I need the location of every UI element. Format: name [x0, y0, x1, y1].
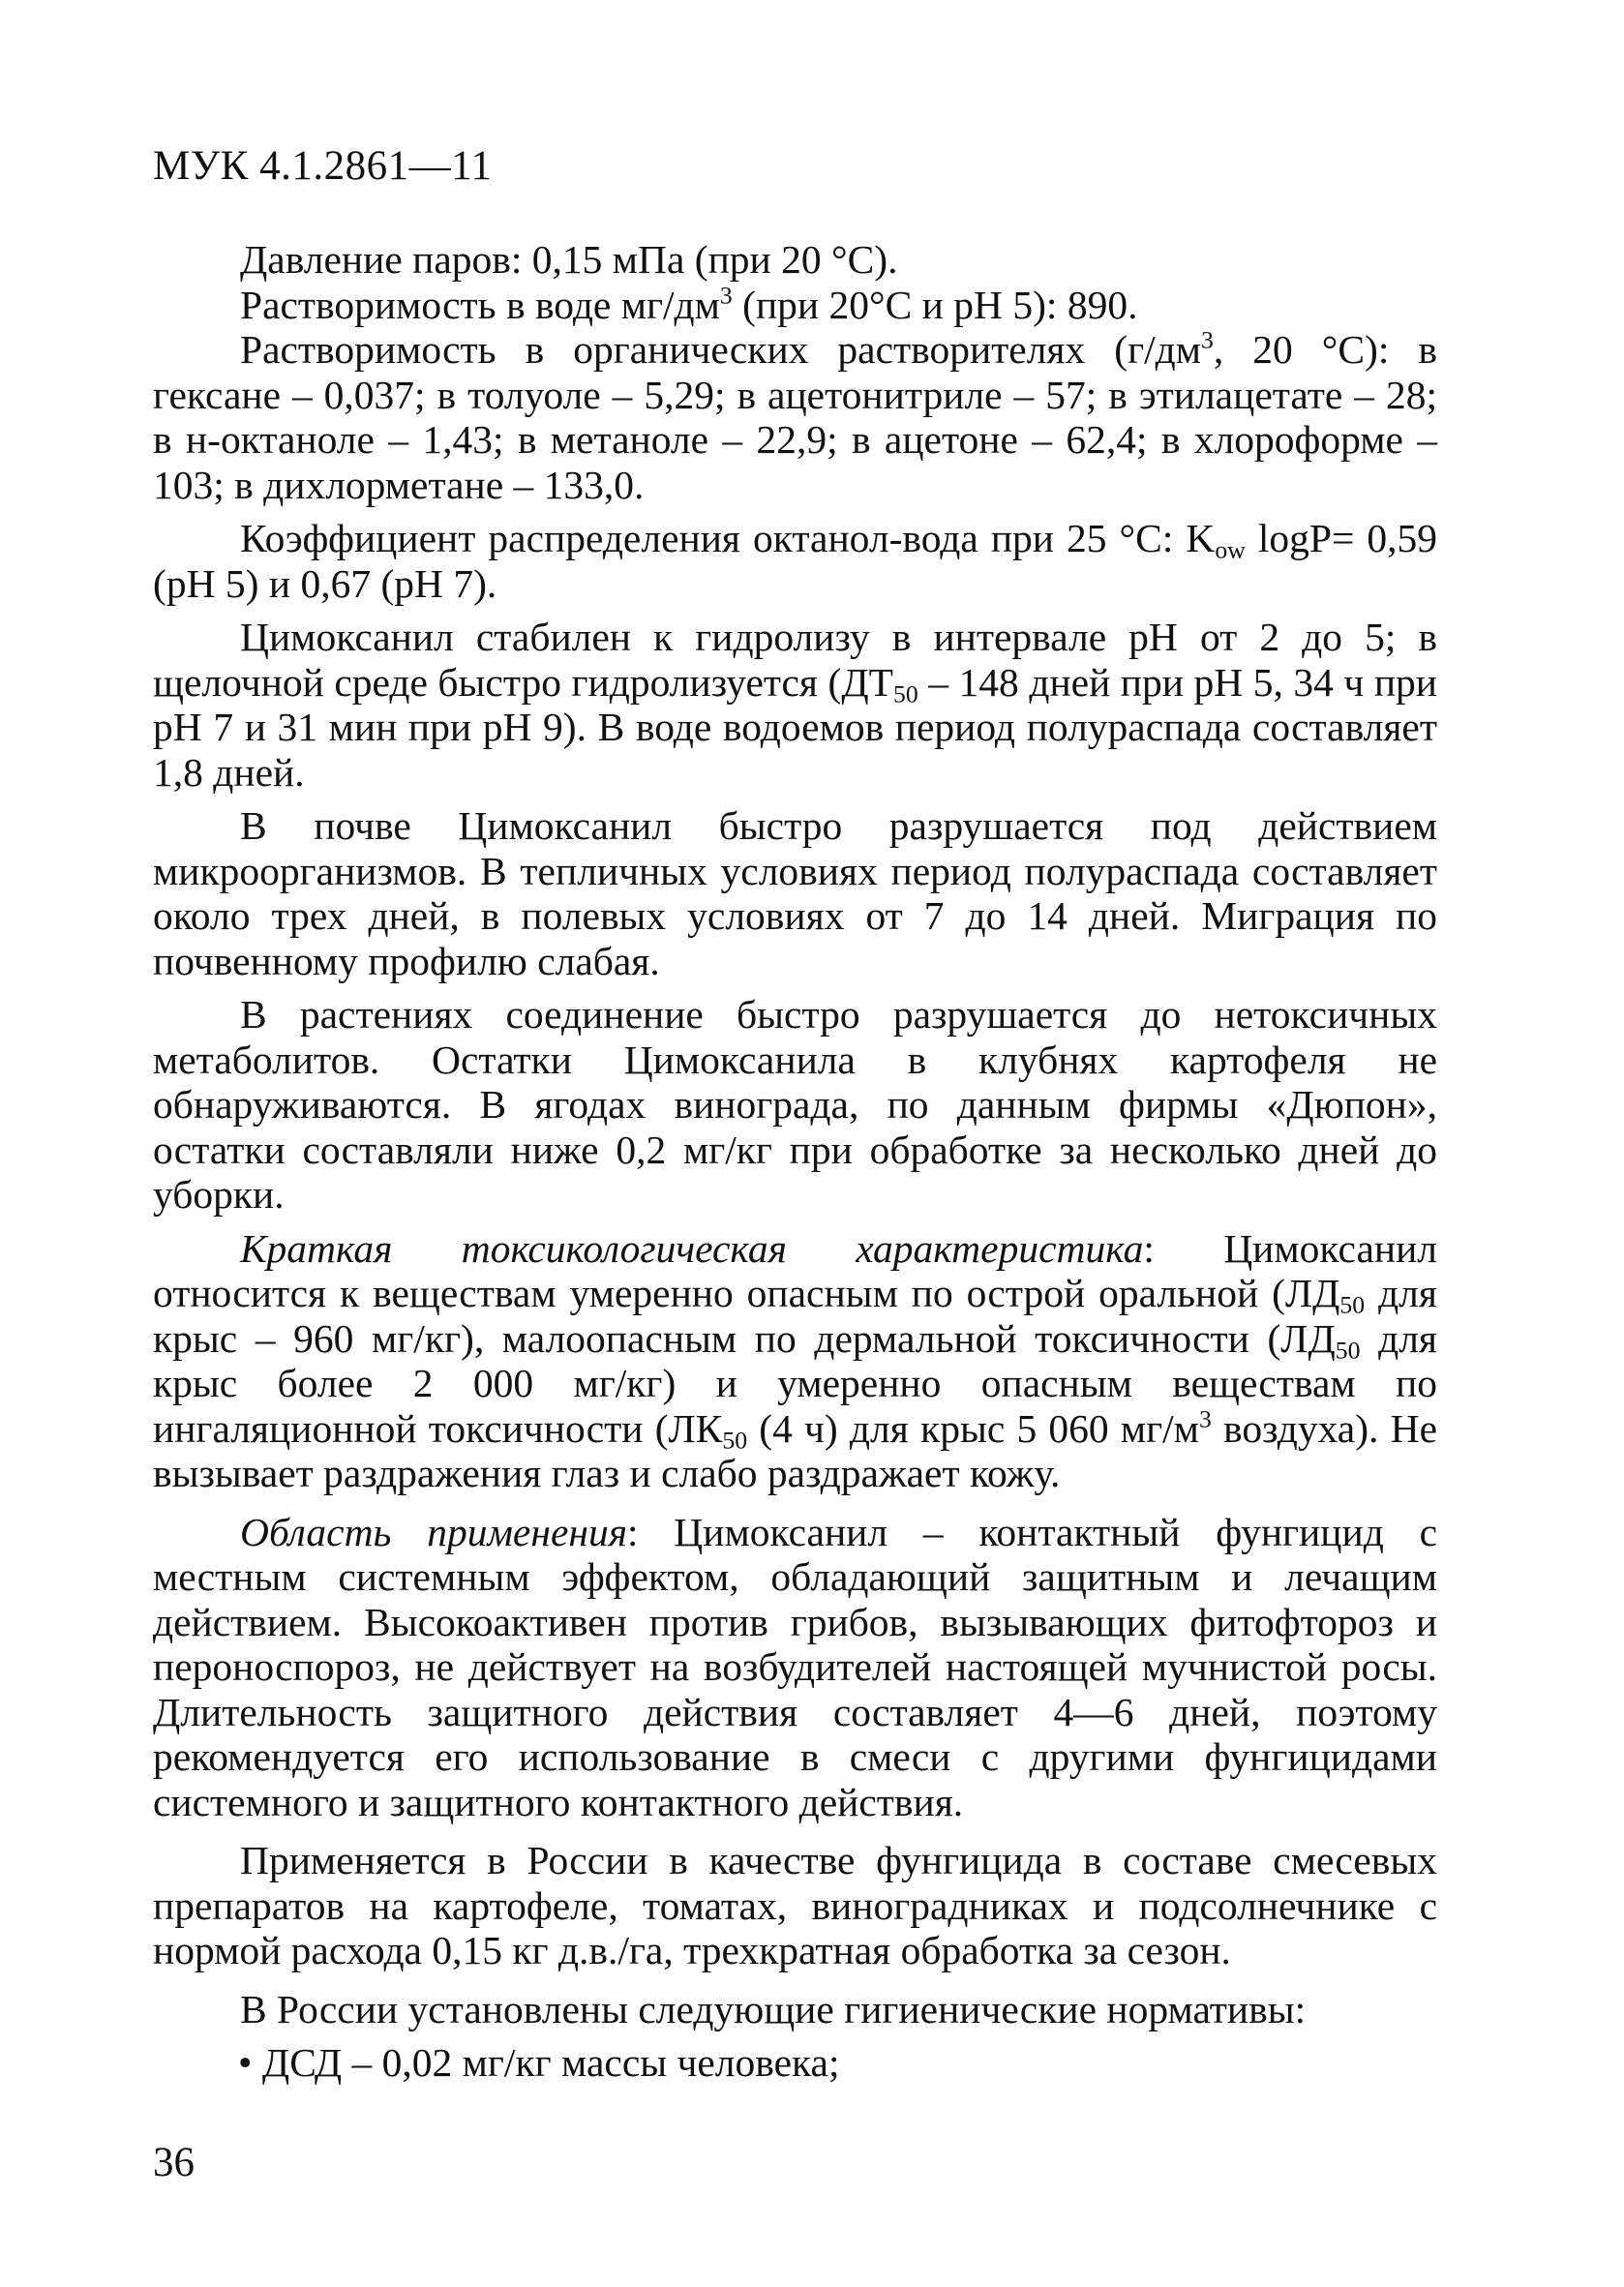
paragraph-water-solubility: Растворимость в воде $мг/дм^3$ (при 20°С и рН 5): 890. — [240, 281, 1138, 327]
running-header: МУК 4.1.2861—11 — [153, 143, 493, 189]
paragraph-norms-intro: В России установлены следующие гигиенические нормативы: — [240, 1986, 1307, 2031]
paragraph-plants: В растениях соединение быстро разрушается до нетоксичных метаболитов. Остатки Цимоксанила в клубнях картофеля не обнаруживаются. В ягодах винограда, по данным фирмы «Дюпон», остатки составляли ниже 0,2 мг/кг при обработке за несколько дней до уборки. — [153, 992, 1437, 1217]
paragraph-russia-use: Применяется в России в качестве фунгицида в составе смесевых препаратов на картофеле, томатах, виноградниках и подсолнечнике с нормой расхода 0,15 кг д.в./га, трехкратная обработка за сезон. — [153, 1838, 1437, 1972]
paragraph-vapor-pressure: Давление паров: 0,15 мПа (при 20 °С). — [240, 237, 898, 282]
page-number: 36 — [153, 2140, 195, 2185]
paragraph-toxicology: Краткая токсикологическая характеристика: Цимоксанил относится к веществам умеренно опасным по острой оральной ($ЛД_{50}$ для крыс – 960 мг/кг), малоопасным по дермальной токсичности ($ЛД_{50}$ для крыс более 2 000 мг/кг) и умеренно опасным веществам по ингаляционной токсичности ($ЛК_{50}$ (4 ч) для крыс 5 060 $мг/м^3$ воздуха). Не вызывает раздражения глаз и слабо раздражает кожу. — [153, 1225, 1438, 1495]
paragraph-partition-coefficient: Коэффициент распределения октанол-вода при 25 °С: $K_{ow}$ logP= 0,59 (рН 5) и 0,67 (рН 7). — [153, 516, 1437, 606]
paragraph-organic-solubility: Растворимость в органических растворителях ($г/дм^3$, 20 °С): в гексане – 0,037; в толуоле – 5,29; в ацетонитриле – 57; в этилацетате – 28; в н-октаноле – 1,43; в метаноле – 22,9; в ацетоне – 62,4; в хлороформе – 103; в дихлорметане – 133,0. — [153, 325, 1437, 507]
paragraph-usage: Область применения: Цимоксанил – контактный фунгицид с местным системным эффектом, обладающий защитным и лечащим действием. Высокоактивен против грибов, вызывающих фитофтороз и пероноспороз, не действует на возбудителей настоящей мучнистой росы. Длительность защитного действия составляет 4—6 дней, поэтому рекомендуется его использование в смеси с другими фунгицидами системного и защитного контактного действия. — [153, 1509, 1438, 1824]
paragraph-hydrolysis: Цимоксанил стабилен к гидролизу в интервале рН от 2 до 5; в щелочной среде быстро гидролизуется ($ДТ_{50} - 148$ дней при рН 5, 34 ч при рН 7 и 31 мин при рН 9). В воде водоемов период полураспада составляет 1,8 дней. — [153, 615, 1437, 795]
usage-label: Область применения — [240, 1509, 627, 1554]
toxicology-label: Краткая токсикологическая характеристика — [240, 1225, 1144, 1271]
body-text — [153, 237, 1437, 2086]
list-item-dsd: • ДСД – 0,02 мг/кг массы человека; — [238, 2040, 840, 2085]
paragraph-soil: В почве Цимоксанил быстро разрушается под действием микроорганизмов. В тепличных условиях период полураспада составляет около трех дней, в полевых условиях от 7 до 14 дней. Миграция по почвенному профилю слабая. — [153, 803, 1437, 983]
